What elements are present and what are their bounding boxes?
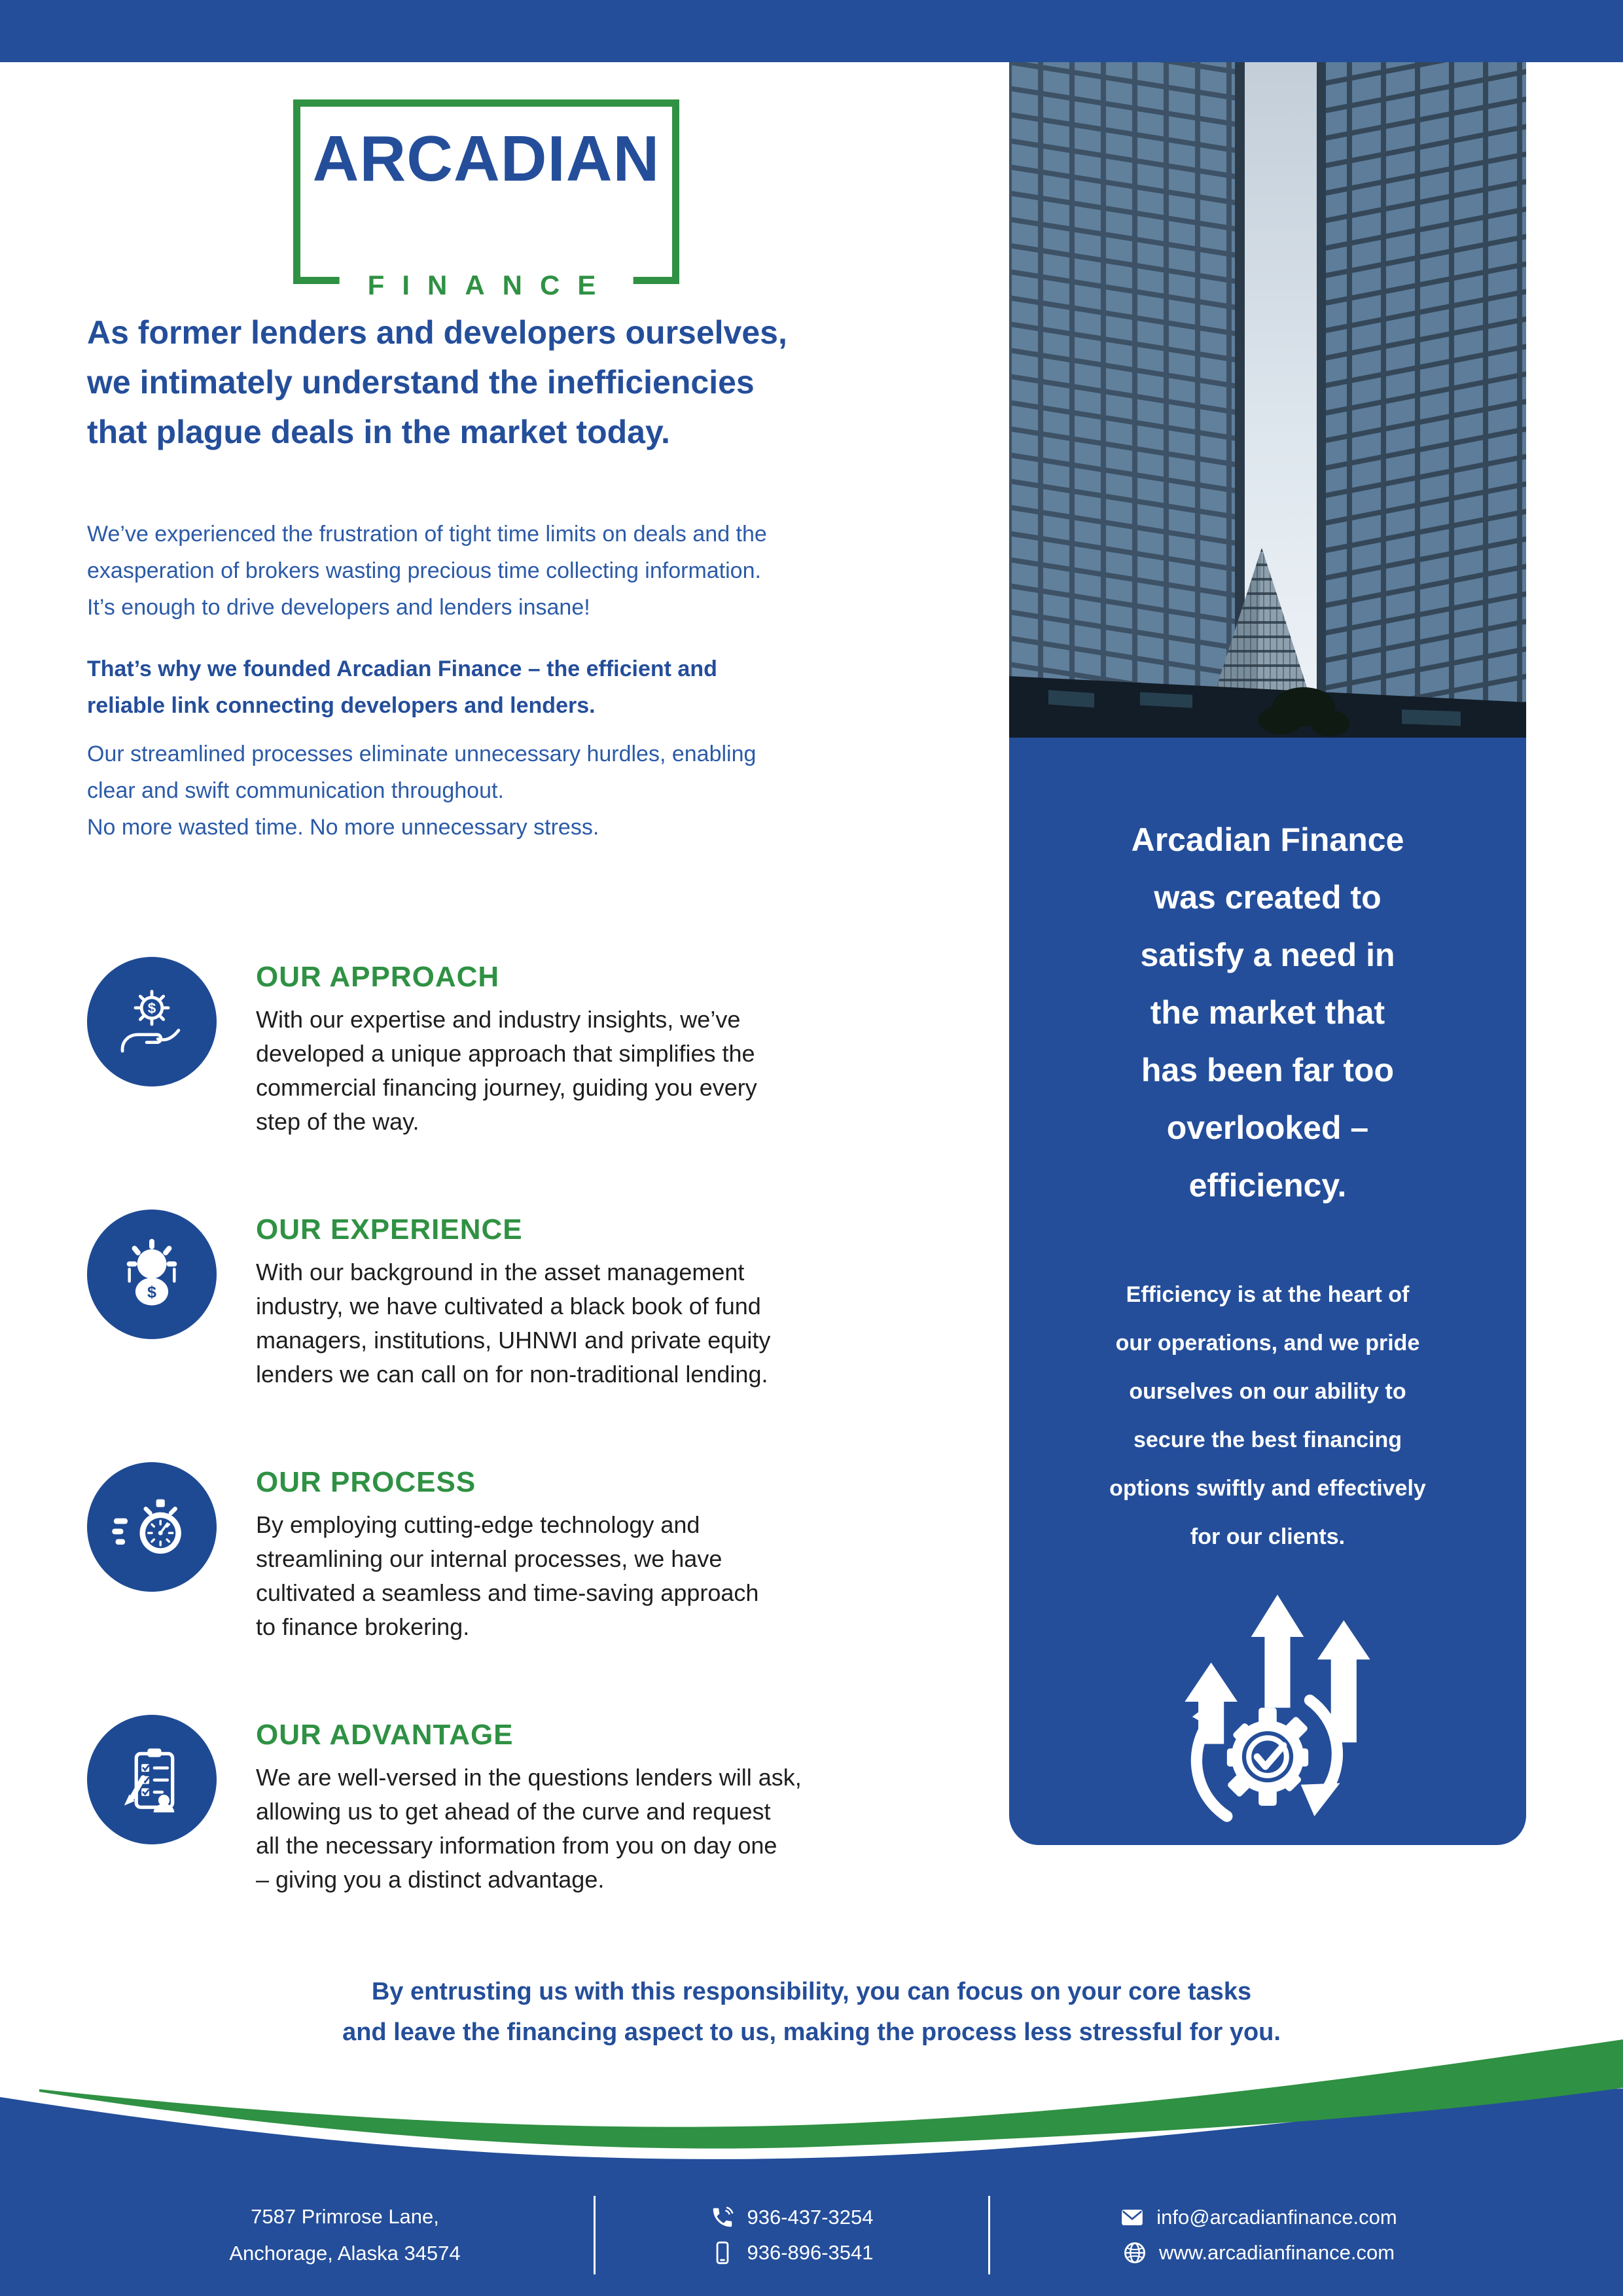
phone-icon (710, 2205, 735, 2230)
feature-body: With our background in the asset management industry, we have cultivated a black book of fund managers, institutions, UHNWI and private equity lenders we can call on for non-traditional lending. (256, 1259, 771, 1388)
page-headline: As former lenders and developers ourselves, we intimately understand the inefficiencies that plague deals in the market today. (87, 314, 787, 450)
hand-gear-dollar-icon (109, 978, 195, 1065)
phone-number-2: 936-896-3541 (747, 2241, 874, 2264)
feature-title: OUR PROCESS (256, 1466, 476, 1498)
feature-row-experience (87, 1210, 977, 1388)
top-brand-bar (0, 0, 1623, 62)
feature-title: OUR ADVANTAGE (256, 1719, 514, 1751)
feature-row-process (87, 1462, 977, 1640)
logo-subtext: FINANCE (340, 270, 633, 301)
feature-icon-circle (87, 1462, 217, 1592)
svg-text:$: $ (147, 1283, 156, 1302)
email-address: info@arcadianfinance.com (1156, 2206, 1397, 2229)
skyscrapers-illustration (1009, 62, 1526, 738)
globe-icon (1122, 2240, 1147, 2265)
closing-statement: By entrusting us with this responsibility, you can focus on your core tasks and leave the financing aspect to us, making the process less stressful for you. (342, 1978, 1281, 2046)
feature-icon-circle (87, 1210, 217, 1339)
logo-wordmark: ARCADIAN (312, 122, 660, 194)
mobile-icon (710, 2240, 735, 2265)
intro-paragraph-1: We’ve experienced the frustration of tight time limits on deals and the exasperation of brokers wasting precious time collecting information. It’s enough to drive developers and lenders insane! (87, 522, 767, 620)
address-line-2: Anchorage, Alaska 34574 (229, 2242, 461, 2265)
feature-title: OUR EXPERIENCE (256, 1213, 523, 1246)
svg-text:$: $ (147, 999, 156, 1016)
efficiency-panel (1009, 738, 1526, 1845)
footer-phones (596, 2205, 988, 2265)
panel-body: Efficiency is at the heart of our operations, and we pride ourselves on our ability to secure the best financing options swiftly and effectively for our clients. (1109, 1282, 1426, 1549)
moneybag-gear-icon (109, 1231, 195, 1318)
features-list (87, 957, 977, 1967)
footer-links (990, 2205, 1527, 2265)
feature-body: With our expertise and industry insights, we’ve developed a unique approach that simplifies the commercial financing journey, guiding you every step of the way. (256, 1006, 757, 1135)
arcadian-finance-logo (293, 99, 679, 300)
feature-icon-circle (87, 1715, 217, 1844)
email-icon (1120, 2205, 1145, 2230)
feature-title: OUR APPROACH (256, 961, 500, 993)
feature-body: By employing cutting-edge technology and streamlining our internal processes, we have cultivated a seamless and time-saving approach to finance brokering. (256, 1511, 759, 1640)
skyscrapers-photo (1009, 62, 1526, 738)
feature-row-approach (87, 957, 977, 1135)
intro-paragraph-2-bold: That’s why we founded Arcadian Finance – the efficient and reliable link connecting developers and lenders. (87, 656, 717, 718)
phone-number-1: 936-437-3254 (747, 2206, 874, 2229)
stopwatch-speed-icon (109, 1484, 195, 1570)
footer-address (96, 2198, 594, 2272)
feature-body: We are well-versed in the questions lenders will ask, allowing us to get ahead of the curve and request all the necessary information from you on day one – giving you a distinct advantage. (256, 1764, 802, 1893)
panel-heading: Arcadian Finance was created to satisfy a need in the market that has been far too overlooked – efficiency. (1131, 821, 1404, 1204)
intro-paragraph-3: Our streamlined processes eliminate unnecessary hurdles, enabling clear and swift communication throughout. No more wasted time. No more unnecessary stress. (87, 742, 757, 840)
website-url: www.arcadianfinance.com (1158, 2241, 1395, 2264)
feature-row-advantage (87, 1715, 977, 1893)
footer (39, 2189, 1584, 2281)
checklist-clipboard-icon (109, 1736, 195, 1823)
growth-arrows-gear-icon (1009, 1587, 1526, 1839)
address-line-1: 7587 Primrose Lane, (251, 2205, 439, 2228)
feature-icon-circle (87, 957, 217, 1086)
